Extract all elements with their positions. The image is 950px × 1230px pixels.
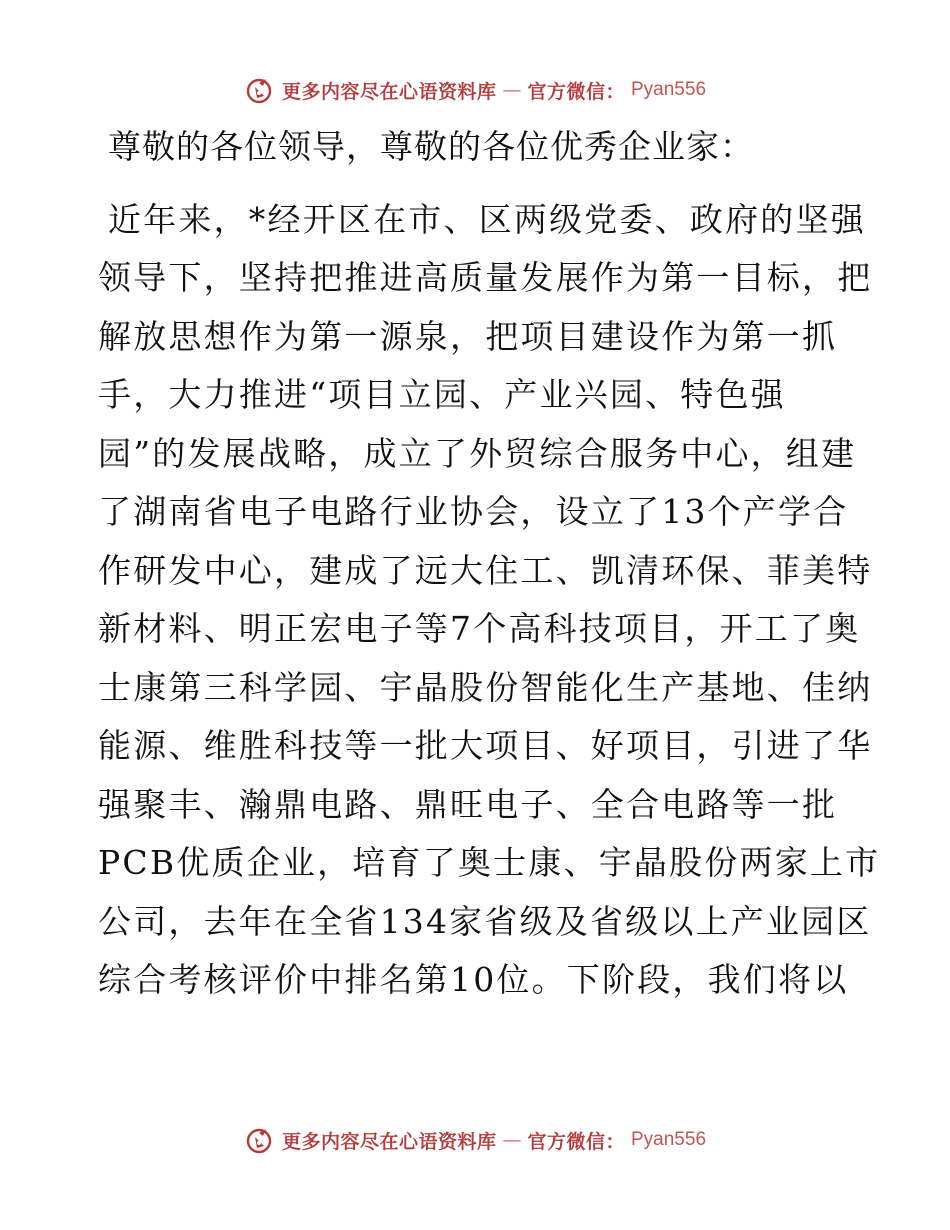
body-line: 能源、维胜科技等一批大项目、好项目，引进了华 [98,726,873,765]
watermark-account: Pyan556 [631,79,707,100]
body-line: 解放思想作为第一源泉，把项目建设作为第一抓 [98,316,838,356]
watermark-separator: — [502,1129,522,1151]
body-line: PCB优质企业，培育了奥士康、宇晶股份两家上市 [98,843,881,882]
footer-watermark [0,1120,950,1160]
body-line: 领导下，坚持把推进高质量发展作为第一目标，把 [98,258,873,297]
watermark-brand: 更多内容尽在心语资料库 [281,1130,497,1153]
body-line: 园”的发展战略，成立了外贸综合服务中心，组建 [98,433,857,473]
body-line: 新材料、明正宏电子等7个高科技项目，开工了奥 [98,609,861,648]
watermark-separator: — [502,79,522,101]
watermark-brand: 更多内容尽在心语资料库 [281,80,497,103]
pen-nib-circle-icon [244,1124,276,1156]
body-line: 强聚丰、瀚鼎电路、鼎旺电子、全合电路等一批 [98,784,838,824]
body-line: 公司，去年在全省134家省级及省级以上产业园区 [98,901,872,941]
body-line: 作研发中心，建成了远大住工、凯清环保、菲美特 [98,550,873,590]
document-body [98,118,881,1010]
body-line: 了湖南省电子电路行业协会，设立了13个产学合 [98,492,849,531]
body-line: 近年来，*经开区在市、区两级党委、政府的坚强 [108,199,866,239]
watermark-label: 官方微信： [527,80,625,103]
watermark-group [244,74,706,106]
pen-nib-circle-icon [244,74,276,106]
header-watermark [0,70,950,110]
salutation: 尊敬的各位领导，尊敬的各位优秀企业家： [108,127,754,166]
watermark-label: 官方微信： [527,1130,625,1153]
body-line: 综合考核评价中排名第10位。下阶段，我们将以 [98,960,849,999]
watermark-group [244,1124,706,1156]
watermark-account: Pyan556 [631,1129,707,1150]
body-line: 手，大力推进“项目立园、产业兴园、特色强 [98,375,786,414]
body-line: 士康第三科学园、宇晶股份智能化生产基地、佳纳 [98,667,873,707]
